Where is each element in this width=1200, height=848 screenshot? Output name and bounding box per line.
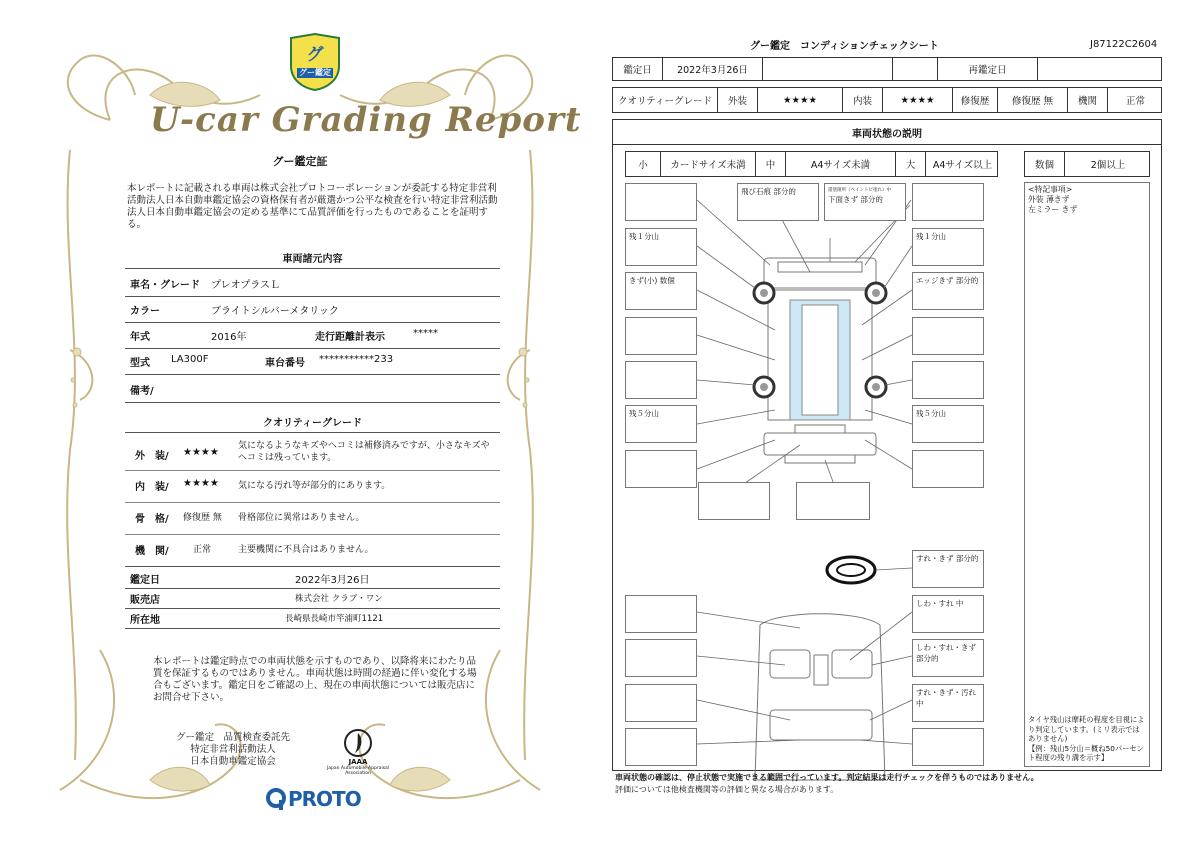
- divider: [125, 268, 500, 269]
- info-value: 長崎県長崎市竿浦町1121: [285, 614, 384, 624]
- condition-box-empty: [625, 183, 697, 221]
- jaaa-emblem-icon: [343, 728, 373, 758]
- leader-line: [697, 740, 800, 744]
- condition-text: 飛び石痕 部分的: [741, 187, 796, 196]
- spec-label: 年式: [130, 332, 150, 343]
- spec-row-name: [125, 270, 500, 297]
- leader-line: [876, 568, 912, 570]
- spec-row-model: [125, 348, 500, 375]
- info-value: 2022年3月26日: [295, 575, 370, 586]
- divider: [125, 470, 500, 471]
- seat-front-right-shape: [832, 650, 872, 678]
- hub-icon: [872, 383, 880, 391]
- leader-line: [860, 740, 912, 744]
- sheet-footer-line: 評価については他検査機関等の評価と異なる場合があります。: [615, 785, 839, 794]
- cell-value: 正常: [1125, 96, 1145, 107]
- cell-value: ★★★★: [883, 88, 953, 112]
- tire-note: タイヤ残山は摩耗の程度を目視により判定しています。(ミリ表示ではありません) 【例：残山5分山＝概ね50パーセント程度の残り溝を示す】: [1028, 715, 1145, 762]
- spec-label: 車台番号: [265, 358, 305, 369]
- condition-subtext: 還塗箇所（ペイントピ塗れ）中: [828, 188, 891, 193]
- condition-box-empty: [625, 728, 697, 766]
- roof-panel: [802, 305, 838, 415]
- logo-label: グー鑑定: [299, 68, 331, 77]
- grade-row-frame: [125, 504, 500, 534]
- grade-label: 外 装/: [135, 451, 169, 462]
- spec-value: プレオプラスＬ: [211, 280, 280, 291]
- certificate-title: グー鑑定証: [272, 155, 328, 168]
- condition-box-empty: [625, 595, 697, 633]
- cell-label: 再鑑定日: [938, 58, 1038, 80]
- org-line: グー鑑定 品質検査委託先: [175, 732, 290, 743]
- divider: [125, 534, 500, 535]
- condition-box-right-front: [912, 272, 984, 310]
- condition-box-right-front-tire: [912, 228, 984, 266]
- sheet-footer-line: 車両状態の確認は、停止状態で実施できる範囲で行っています。判定結果は走行チェックを伴うものではありません。: [615, 773, 1039, 782]
- console-shape: [814, 655, 828, 685]
- spec-label: 走行距離計表示: [315, 332, 385, 343]
- cell-label: 修復歴: [953, 88, 998, 112]
- grade-value: 正常: [193, 545, 212, 555]
- leader-line: [862, 335, 912, 360]
- leader-line: [697, 410, 775, 424]
- divider: [125, 432, 500, 433]
- tailgate-shape: [795, 425, 845, 433]
- info-row-dealer: [125, 588, 500, 609]
- legend-label: 数個: [1025, 152, 1065, 176]
- special-note: 外装 薄きず: [1028, 195, 1070, 204]
- specs-header: 車両諸元内容: [282, 254, 343, 265]
- legend-desc: 2個以上: [1090, 160, 1126, 171]
- hub-icon: [760, 289, 768, 297]
- spec-row-color: [125, 296, 500, 323]
- hub-icon: [760, 383, 768, 391]
- condition-box-rear-seat: [912, 684, 984, 722]
- legend-desc: A4サイズ以上: [932, 160, 993, 171]
- leader-line: [697, 246, 755, 288]
- condition-box-seat: [912, 639, 984, 677]
- condition-box-empty: [625, 684, 697, 722]
- condition-box-empty: [625, 361, 697, 399]
- special-note: 左ミラー きず: [1028, 205, 1078, 214]
- section-title: 車両状態の説明: [613, 120, 1161, 145]
- grade-label: 内 装/: [135, 482, 169, 493]
- sheet-title: グー鑑定 コンディションチェックシート: [750, 41, 939, 52]
- condition-box-left-front: [625, 272, 697, 310]
- spec-value: ***********233: [319, 354, 394, 365]
- cell-label: 鑑定日: [613, 58, 663, 80]
- condition-box-front-stone: [737, 183, 819, 221]
- rear-step-shape: [785, 455, 855, 463]
- condition-box-empty: [625, 450, 697, 488]
- org-line: 日本自動車鑑定協会: [190, 756, 276, 767]
- cell-label: 内装: [843, 88, 883, 112]
- grade-row-interior: [125, 472, 500, 502]
- condition-box-front-under: [824, 183, 906, 221]
- condition-box-empty: [698, 482, 770, 520]
- grade-value: ★★★★: [183, 478, 219, 489]
- grade-value: 修復歴 無: [183, 513, 222, 523]
- special-header: <特記事項>: [1028, 185, 1073, 194]
- spec-value: *****: [413, 328, 438, 339]
- info-value: 株式会社 クラブ・ワン: [295, 594, 383, 604]
- goo-appraisal-logo: [287, 32, 343, 92]
- rear-seat-shape: [770, 710, 872, 740]
- condition-box-empty: [912, 728, 984, 766]
- cell-label: 機関: [1068, 88, 1108, 112]
- grade-label: 骨 格/: [135, 514, 169, 525]
- grade-comment: 主要機関に不具合はありません。: [238, 545, 374, 555]
- script-title: U-car Grading Report: [150, 100, 582, 140]
- grille-shape: [778, 262, 862, 272]
- leader-line: [697, 380, 755, 385]
- divider: [125, 566, 500, 567]
- info-label: 所在地: [130, 615, 160, 626]
- interior-outline: [755, 614, 885, 780]
- divider: [125, 502, 500, 503]
- condition-box-empty: [625, 639, 697, 677]
- condition-text: すれ・きず・汚れ 中: [916, 688, 976, 708]
- condition-text: しわ・すれ 中: [916, 599, 964, 608]
- organization-block: [168, 732, 298, 768]
- grade-header: クオリティーグレード: [263, 418, 362, 429]
- info-label: 鑑定日: [130, 575, 160, 586]
- spec-value: 2016年: [211, 332, 247, 343]
- jaaa-logo: [318, 728, 398, 780]
- leader-line: [884, 246, 912, 288]
- spec-label: 備考/: [130, 386, 154, 397]
- condition-text: 残５分山: [916, 409, 946, 418]
- condition-box-empty: [796, 482, 870, 520]
- cell-label: クオリティーグレード: [613, 88, 718, 112]
- leader-line: [697, 335, 775, 360]
- condition-text: 残５分山: [629, 409, 659, 418]
- cell-value: 修復歴 無: [998, 88, 1068, 112]
- spec-row-remarks: [125, 374, 500, 403]
- footer-note: 本レポートは鑑定時点での車両状態を示すものであり、以降将来にわたり品質を保証するものではありません。車両状態は時間の経過に伴い変化する場合もございます。鑑定日をご確認の上、現在の車両状態については販売店にお問合せ下さい。: [153, 656, 477, 703]
- condition-box-empty: [912, 450, 984, 488]
- leader-line: [697, 612, 800, 628]
- cell-value: 2022年3月26日: [663, 58, 763, 80]
- grade-row-exterior: [125, 438, 500, 472]
- condition-box-left-rear-tire: [625, 405, 697, 443]
- condition-text: 残１分山: [916, 232, 946, 241]
- document-id: J87122C2604: [1090, 39, 1158, 50]
- jaaa-subtext: Japan Automobile Appraisal Association: [326, 766, 390, 776]
- spec-label: 車名・グレード: [130, 280, 200, 291]
- info-label: 販売店: [130, 595, 160, 606]
- legend-label: 大: [896, 152, 926, 176]
- spec-label: カラー: [130, 306, 160, 317]
- steering-wheel-icon: [827, 557, 875, 583]
- svg-text:グ: グ: [306, 45, 324, 65]
- cell-label: 外装: [718, 88, 758, 112]
- info-row-date: [125, 568, 500, 589]
- condition-box-left-front-tire: [625, 228, 697, 266]
- condition-box-empty: [912, 361, 984, 399]
- grade-label: 機 関/: [135, 546, 169, 557]
- condition-box-empty: [912, 317, 984, 355]
- proto-mark-icon: [265, 787, 287, 811]
- condition-box-right-rear-tire: [912, 405, 984, 443]
- rear-bumper-shape: [764, 433, 876, 455]
- grade-comment: 気になるようなキズやヘコミは補修済みですが、小さなキズやヘコミは残っています。: [238, 441, 490, 463]
- condition-text: エッジきず 部分的: [916, 276, 979, 285]
- condition-box-steering: [912, 550, 984, 588]
- condition-box-front-seat: [912, 595, 984, 633]
- legend-label: 中: [756, 152, 786, 176]
- leader-line: [872, 656, 912, 665]
- proto-text: PROTO: [288, 787, 361, 811]
- spec-value: LA300F: [171, 354, 209, 365]
- grade-row-engine: [125, 536, 500, 566]
- hub-icon: [872, 289, 880, 297]
- condition-text: すれ・きず 部分的: [916, 554, 979, 563]
- grade-value: ★★★★: [183, 447, 219, 458]
- steering-hub-icon: [837, 564, 865, 576]
- condition-text: しわ・すれ・きず 部分的: [916, 643, 976, 663]
- condition-box-empty: [625, 317, 697, 355]
- leader-line: [870, 700, 912, 720]
- shield-icon: [287, 32, 343, 92]
- cell-value: ★★★★: [758, 88, 843, 112]
- condition-text: きず(小) 数個: [629, 276, 675, 285]
- spec-value: ブライトシルバーメタリック: [211, 306, 339, 317]
- spec-row-year: [125, 322, 500, 349]
- info-row-address: [125, 608, 500, 629]
- proto-logo: [265, 786, 361, 812]
- grade-comment: 骨格部位に異常はありません。: [238, 513, 365, 523]
- legend-label: 小: [626, 152, 661, 176]
- grade-comment: 気になる汚れ等が部分的にあります。: [238, 481, 391, 491]
- leader-line: [697, 656, 785, 665]
- condition-text: 下面きず 部分的: [828, 195, 883, 204]
- legend-desc: カードサイズ未満: [661, 152, 756, 176]
- spec-label: 型式: [130, 358, 150, 369]
- condition-check-sheet: [600, 0, 1200, 848]
- org-line: 特定非営利活動法人: [190, 744, 276, 755]
- jaaa-text: JAAA: [348, 758, 368, 766]
- condition-box-empty: [912, 183, 984, 221]
- leader-line: [697, 440, 775, 469]
- leader-line: [885, 380, 912, 385]
- intro-text: 本レポートに記載される車両は株式会社プロトコーポレーションが委託する特定非営利活動法人日本自動車鑑定協会の資格保有者が厳選かつ公平な検査を行い特定非営利活動法人日本自動車鑑定協会の定める基準にて品質評価を行ったものであることを証明する。: [127, 183, 498, 230]
- condition-text: 残１分山: [629, 232, 659, 241]
- legend-desc: A4サイズ未満: [786, 152, 896, 176]
